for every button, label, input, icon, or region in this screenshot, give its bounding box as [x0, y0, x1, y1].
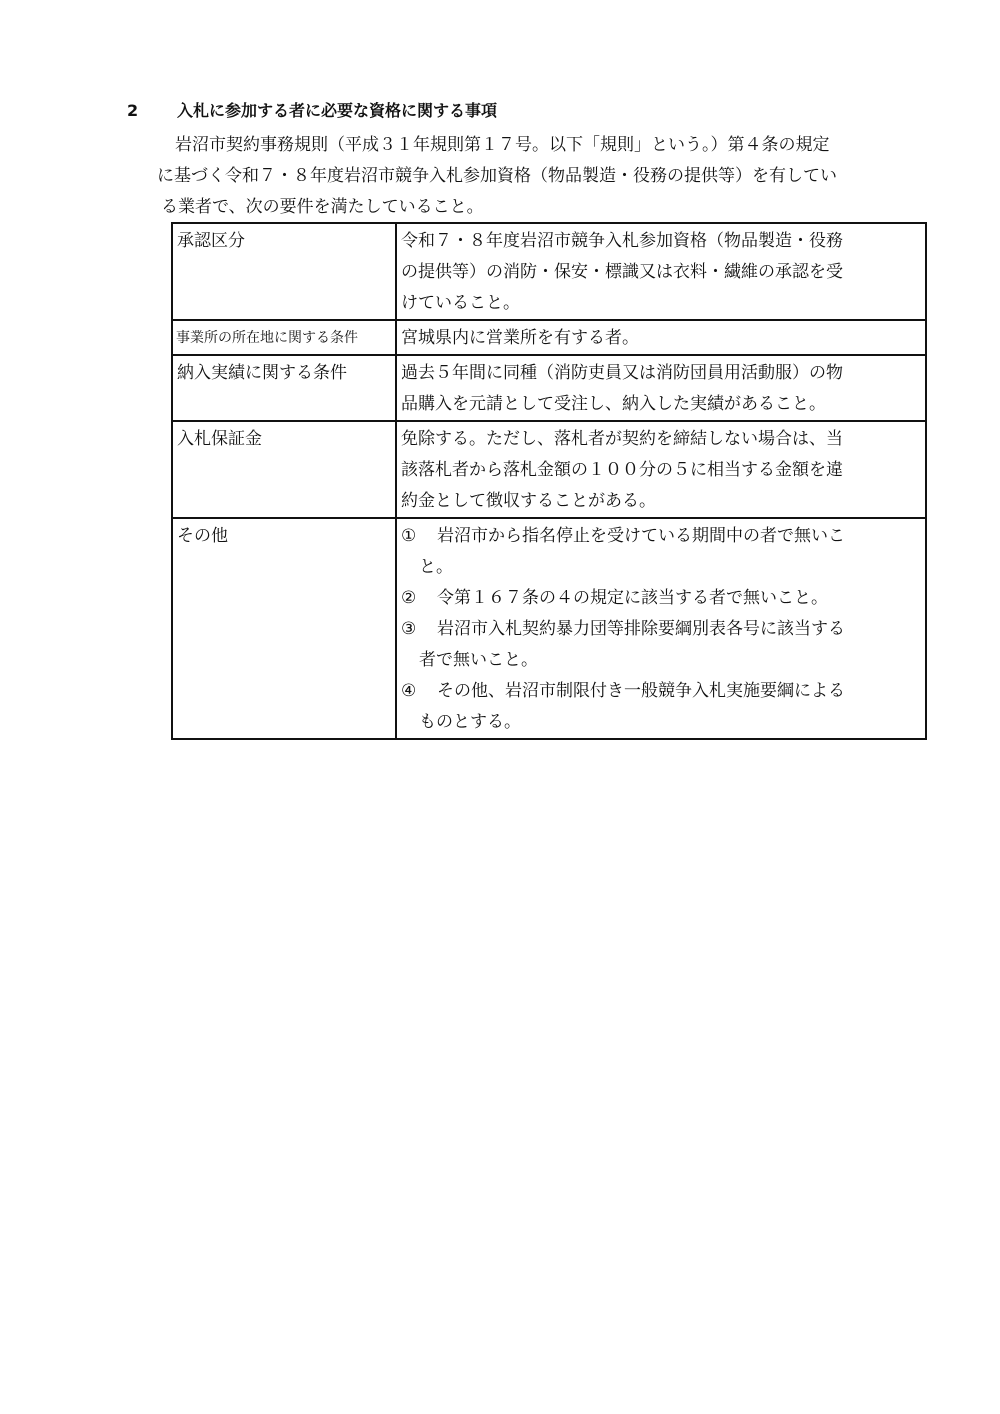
item-text: 岩沼市から指名停止を受けている期間中の者で無いこ — [437, 526, 845, 546]
item-text: 令第１６７条の４の規定に該当する者で無いこと。 — [437, 588, 828, 608]
row-value — [396, 223, 926, 320]
value-line: 宮城県内に営業所を有する者。 — [401, 328, 639, 348]
row-label: 承認区分 — [172, 223, 396, 320]
value-line: 過去５年間に同種（消防吏員又は消防団員用活動服）の物 — [401, 363, 843, 383]
table-row-approval-category — [172, 223, 926, 320]
table-row-other — [172, 518, 926, 739]
value-line: 免除する。ただし、落札者が契約を締結しない場合は、当 — [401, 429, 843, 449]
section-number: 2 — [127, 101, 139, 120]
value-line: 令和７・８年度岩沼市競争入札参加資格（物品製造・役務 — [401, 231, 843, 251]
row-label: 納入実績に関する条件 — [172, 355, 396, 421]
value-line: けていること。 — [401, 293, 520, 313]
item-marker: ① — [401, 526, 417, 546]
list-item — [401, 583, 921, 614]
section-title: 入札に参加する者に必要な資格に関する事項 — [177, 101, 498, 120]
intro-paragraph — [157, 130, 917, 223]
requirements-table — [171, 222, 927, 740]
row-value — [396, 355, 926, 421]
value-line: の提供等）の消防・保安・標識又は衣料・繊維の承認を受 — [401, 262, 843, 282]
item-text-continued: と。 — [419, 557, 453, 577]
item-marker: ④ — [401, 681, 417, 701]
intro-line: る業者で、次の要件を満たしていること。 — [161, 197, 484, 217]
item-marker: ③ — [401, 619, 417, 639]
table-row-office-location — [172, 320, 926, 355]
value-line: 品購入を元請として受注し、納入した実績があること。 — [401, 394, 826, 414]
table-row-delivery-record — [172, 355, 926, 421]
item-marker: ② — [401, 588, 417, 608]
item-text: その他、岩沼市制限付き一般競争入札実施要綱による — [437, 681, 845, 701]
value-line: 該落札者から落札金額の１００分の５に相当する金額を違 — [401, 460, 843, 480]
value-line: 約金として徴収することがある。 — [401, 491, 656, 511]
intro-line: に基づく令和７・８年度岩沼市競争入札参加資格（物品製造・役務の提供等）を有してい — [157, 166, 837, 186]
section-heading — [127, 99, 497, 123]
row-value — [396, 320, 926, 355]
row-value — [396, 518, 926, 739]
item-text-continued: 者で無いこと。 — [419, 650, 538, 670]
row-label: 事業所の所在地に関する条件 — [172, 320, 396, 355]
list-item — [401, 614, 921, 676]
item-text: 岩沼市入札契約暴力団等排除要綱別表各号に該当する — [437, 619, 845, 639]
list-item — [401, 521, 921, 583]
row-label: 入札保証金 — [172, 421, 396, 518]
row-label: その他 — [172, 518, 396, 739]
row-value — [396, 421, 926, 518]
item-text-continued: ものとする。 — [419, 712, 521, 732]
intro-line: 岩沼市契約事務規則（平成３１年規則第１７号。以下「規則」という。）第４条の規定 — [175, 135, 830, 155]
list-item — [401, 676, 921, 738]
table-row-bid-bond — [172, 421, 926, 518]
